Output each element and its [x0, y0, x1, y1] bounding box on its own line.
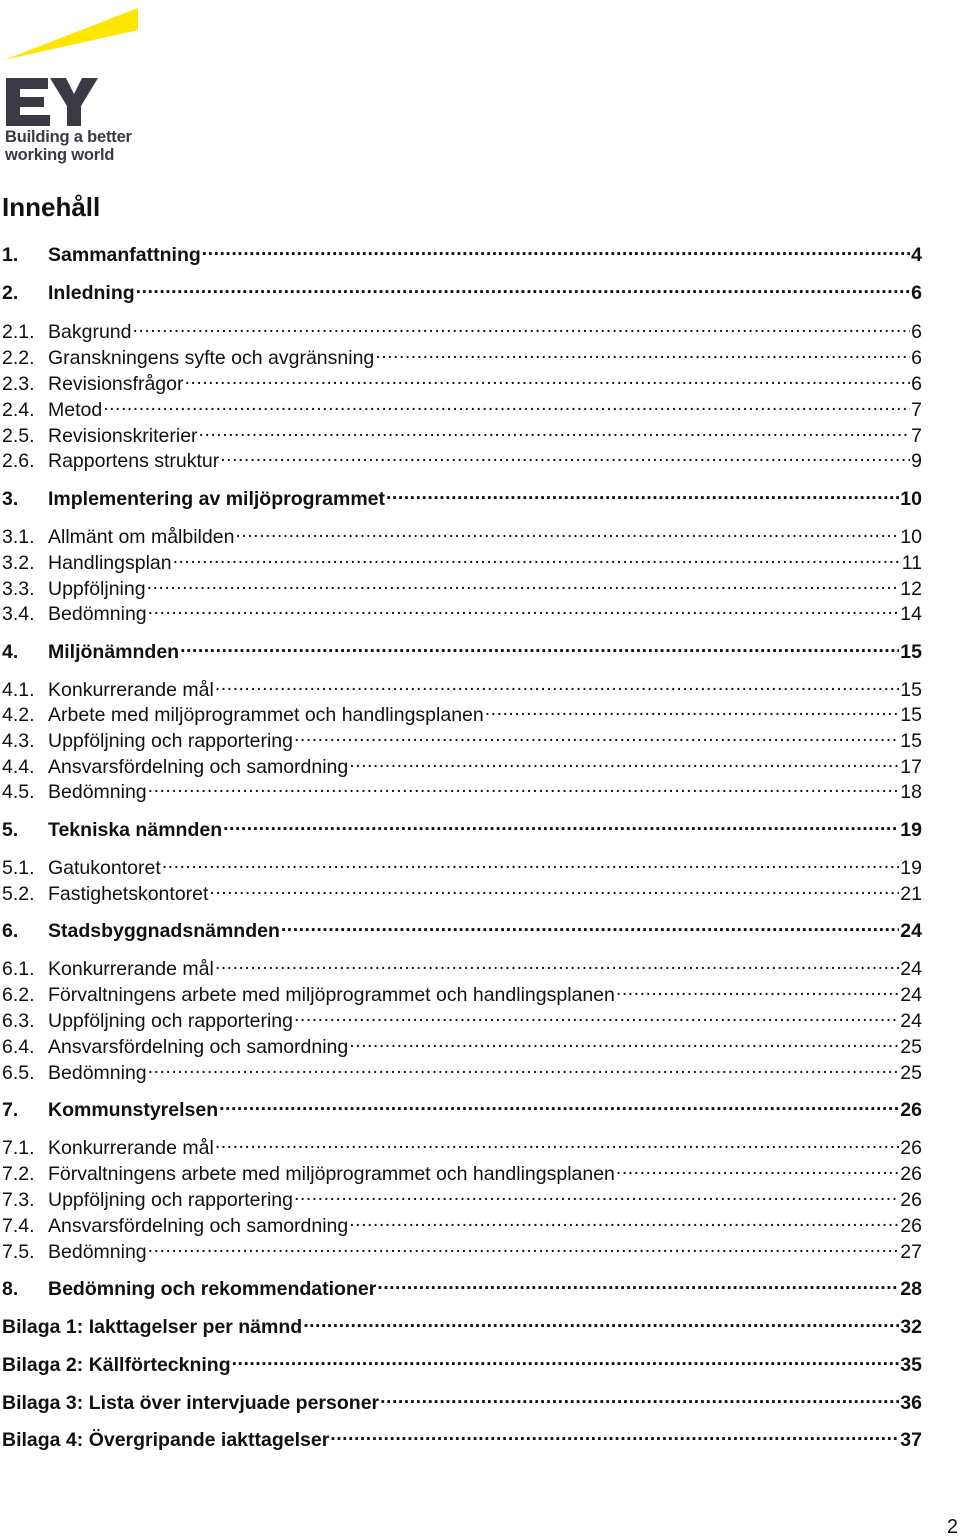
toc-entry[interactable] [2, 519, 922, 548]
toc-entry-page: 37 [900, 1429, 922, 1451]
page-number: 2 [946, 1516, 958, 1538]
toc-entry-title: Ansvarsfördelning och samordning [48, 1215, 349, 1237]
toc-entry-number: 2.3. [2, 373, 35, 395]
toc-dot-leader [616, 1156, 899, 1180]
toc-entry[interactable] [2, 596, 922, 625]
toc-entry-title: Inledning [48, 282, 135, 304]
toc-entry[interactable] [2, 366, 922, 395]
toc-entry-number: 2.2. [2, 347, 35, 369]
toc-entry[interactable] [2, 749, 922, 778]
toc-entry-number: 6.2. [2, 984, 35, 1006]
toc-entry[interactable] [2, 812, 922, 841]
toc-entry-page: 35 [900, 1354, 922, 1376]
toc-entry-number: 6.1. [2, 958, 35, 980]
toc-dot-leader [219, 1092, 899, 1116]
toc-entry[interactable] [2, 1309, 922, 1338]
toc-entry-page: 26 [900, 1137, 922, 1159]
toc-entry-title: Uppföljning och rapportering [48, 1010, 293, 1032]
toc-dot-leader [294, 723, 899, 747]
toc-entry-number: 7.5. [2, 1241, 35, 1263]
toc-dot-leader [294, 1182, 899, 1206]
toc-entry-page: 26 [900, 1099, 922, 1121]
toc-dot-leader [148, 596, 900, 620]
toc-entry-number: 4.5. [2, 781, 35, 803]
toc-entry-number: 5. [2, 819, 19, 841]
toc-entry-number: 6.3. [2, 1010, 35, 1032]
toc-entry-page: 25 [900, 1036, 922, 1058]
toc-dot-leader [386, 481, 899, 505]
toc-entry-title: Revisionsfrågor [48, 373, 184, 395]
toc-entry[interactable] [2, 1422, 922, 1451]
toc-dot-leader [349, 1208, 899, 1232]
toc-entry-title: Bilaga 1: Iakttagelser per nämnd [2, 1316, 303, 1338]
toc-dot-leader [199, 418, 911, 442]
toc-entry[interactable] [2, 1156, 922, 1185]
toc-entry-page: 15 [900, 641, 922, 663]
toc-dot-leader [132, 314, 910, 338]
toc-dot-leader [281, 913, 899, 937]
toc-entry-title: Förvaltningens arbete med miljöprogrammet och handlingsplanen [48, 984, 615, 1006]
toc-entry-page: 21 [900, 883, 922, 905]
toc-entry-number: 4.1. [2, 679, 35, 701]
toc-entry[interactable] [2, 1182, 922, 1211]
toc-dot-leader [148, 1234, 900, 1258]
toc-entry-title: Konkurrerande mål [48, 679, 214, 701]
toc-dot-leader [103, 392, 910, 416]
toc-dot-leader [148, 1055, 900, 1079]
toc-entry-number: 3.1. [2, 526, 35, 548]
toc-entry[interactable] [2, 774, 922, 803]
toc-entry-number: 2.4. [2, 399, 35, 421]
toc-dot-leader [209, 876, 899, 900]
toc-entry-title: Gatukontoret [48, 857, 161, 879]
toc-dot-leader [294, 1003, 899, 1027]
toc-entry[interactable] [2, 1130, 922, 1159]
toc-dot-leader [377, 1271, 899, 1295]
toc-entry-page: 15 [900, 679, 922, 701]
toc-entry-number: 7.2. [2, 1163, 35, 1185]
toc-entry-title: Bedömning [48, 1062, 147, 1084]
toc-entry-page: 24 [900, 920, 922, 942]
toc-dot-leader [147, 571, 900, 595]
toc-dot-leader [349, 749, 899, 773]
toc-entry-title: Ansvarsfördelning och samordning [48, 1036, 349, 1058]
toc-entry-number: 4. [2, 641, 19, 663]
toc-entry-number: 2. [2, 282, 19, 304]
toc-entry-title: Uppföljning och rapportering [48, 730, 293, 752]
toc-entry[interactable] [2, 1347, 922, 1376]
toc-entry-title: Bilaga 4: Övergripande iakttagelser [2, 1429, 330, 1451]
toc-entry-page: 24 [900, 958, 922, 980]
toc-entry-title: Bedömning [48, 603, 147, 625]
toc-dot-leader [375, 340, 910, 364]
toc-entry[interactable] [2, 697, 922, 726]
toc-dot-leader [180, 634, 899, 658]
toc-entry-number: 5.2. [2, 883, 35, 905]
toc-dot-leader [215, 672, 899, 696]
toc-entry-number: 7.3. [2, 1189, 35, 1211]
toc-entry-title: Stadsbyggnadsnämnden [48, 920, 280, 942]
toc-dot-leader [380, 1385, 899, 1409]
ey-letters-icon [6, 78, 98, 126]
toc-entry-page: 19 [900, 857, 922, 879]
ey-beam-icon [4, 8, 138, 60]
toc-dot-leader [232, 1347, 900, 1371]
toc-entry[interactable] [2, 977, 922, 1006]
toc-entry-title: Bilaga 3: Lista över intervjuade personer [2, 1392, 380, 1414]
toc-entry-page: 32 [900, 1316, 922, 1338]
toc-entry-number: 2.1. [2, 321, 35, 343]
toc-entry-title: Konkurrerande mål [48, 958, 214, 980]
toc-entry-page: 9 [911, 450, 922, 472]
toc-entry[interactable] [2, 314, 922, 343]
toc-dot-leader [162, 850, 900, 874]
toc-entry-page: 14 [900, 603, 922, 625]
toc-entry-number: 6.5. [2, 1062, 35, 1084]
toc-entry[interactable] [2, 418, 922, 447]
toc-entry-title: Bedömning [48, 1241, 147, 1263]
toc-entry-page: 17 [900, 756, 922, 778]
toc-entry[interactable] [2, 392, 922, 421]
toc-entry-title: Implementering av miljöprogrammet [48, 488, 385, 510]
toc-entry[interactable] [2, 443, 922, 472]
toc-dot-leader [485, 697, 900, 721]
toc-entry[interactable] [2, 571, 922, 600]
toc-entry-page: 10 [900, 526, 922, 548]
toc-entry[interactable] [2, 634, 922, 663]
toc-entry-number: 4.3. [2, 730, 35, 752]
toc-entry-title: Allmänt om målbilden [48, 526, 235, 548]
logo-tagline-line2: working world [5, 146, 115, 164]
toc-entry-number: 6.4. [2, 1036, 35, 1058]
toc-entry-number: 3.2. [2, 552, 35, 574]
toc-entry-page: 15 [900, 704, 922, 726]
toc-entry-number: 3.3. [2, 578, 35, 600]
toc-entry-number: 8. [2, 1278, 19, 1300]
toc-entry-number: 4.2. [2, 704, 35, 726]
toc-entry-title: Ansvarsfördelning och samordning [48, 756, 349, 778]
toc-dot-leader [220, 443, 910, 467]
toc-entry-number: 1. [2, 244, 19, 266]
toc-entry-page: 12 [900, 578, 922, 600]
toc-entry[interactable] [2, 913, 922, 942]
toc-entry-title: Bakgrund [48, 321, 132, 343]
toc-entry-page: 26 [900, 1215, 922, 1237]
toc-entry-page: 15 [900, 730, 922, 752]
toc-entry[interactable] [2, 1029, 922, 1058]
toc-entry[interactable] [2, 237, 922, 266]
toc-entry-title: Sammanfattning [48, 244, 201, 266]
toc-entry-page: 10 [900, 488, 922, 510]
toc-entry[interactable] [2, 1055, 922, 1084]
ey-logo-mark [4, 8, 144, 126]
toc-entry-number: 7.4. [2, 1215, 35, 1237]
toc-entry[interactable] [2, 1003, 922, 1032]
toc-entry[interactable] [2, 340, 922, 369]
toc-entry-page: 26 [900, 1163, 922, 1185]
toc-dot-leader [215, 1130, 899, 1154]
toc-entry[interactable] [2, 481, 922, 510]
toc-entry[interactable] [2, 545, 922, 574]
toc-entry-page: 18 [900, 781, 922, 803]
toc-entry-title: Förvaltningens arbete med miljöprogrammet och handlingsplanen [48, 1163, 615, 1185]
toc-entry-number: 6. [2, 920, 19, 942]
toc-entry-title: Bedömning [48, 781, 147, 803]
toc-entry-number: 7.1. [2, 1137, 35, 1159]
toc-entry-number: 2.6. [2, 450, 35, 472]
toc-entry-title: Uppföljning [48, 578, 146, 600]
toc-entry-title: Konkurrerande mål [48, 1137, 214, 1159]
toc-entry-page: 24 [900, 984, 922, 1006]
toc-entry-title: Miljönämnden [48, 641, 180, 663]
toc-dot-leader [136, 275, 910, 299]
toc-entry-page: 26 [900, 1189, 922, 1211]
toc-entry-page: 25 [900, 1062, 922, 1084]
toc-dot-leader [223, 812, 899, 836]
toc-entry-title: Kommunstyrelsen [48, 1099, 219, 1121]
toc-entry-page: 6 [911, 282, 922, 304]
toc-entry-title: Granskningens syfte och avgränsning [48, 347, 375, 369]
toc-entry[interactable] [2, 1234, 922, 1263]
toc-dot-leader [303, 1309, 899, 1333]
toc-entry[interactable] [2, 1208, 922, 1237]
toc-entry-page: 7 [911, 399, 922, 421]
toc-dot-leader [330, 1422, 899, 1446]
toc-entry-number: 7. [2, 1099, 19, 1121]
toc-dot-leader [616, 977, 899, 1001]
toc-dot-leader [173, 545, 901, 569]
toc-dot-leader [215, 951, 899, 975]
toc-entry[interactable] [2, 850, 922, 879]
toc-entry-title: Fastighetskontoret [48, 883, 209, 905]
toc-entry-page: 28 [900, 1278, 922, 1300]
toc-entry-page: 6 [911, 321, 922, 343]
logo-tagline-line1: Building a better [5, 128, 132, 146]
toc-entry-number: 3. [2, 488, 19, 510]
toc-entry-page: 36 [900, 1392, 922, 1414]
toc-entry-number: 5.1. [2, 857, 35, 879]
toc-entry[interactable] [2, 672, 922, 701]
toc-entry-number: 4.4. [2, 756, 35, 778]
toc-entry-title: Arbete med miljöprogrammet och handlingsplanen [48, 704, 484, 726]
toc-entry-title: Tekniska nämnden [48, 819, 223, 841]
toc-entry-page: 7 [911, 425, 922, 447]
toc-entry-page: 19 [900, 819, 922, 841]
toc-entry-title: Revisionskriterier [48, 425, 198, 447]
toc-entry-page: 24 [900, 1010, 922, 1032]
toc-entry-number: 2.5. [2, 425, 35, 447]
toc-entry-title: Bilaga 2: Källförteckning [2, 1354, 231, 1376]
toc-entry-page: 6 [911, 373, 922, 395]
toc-entry[interactable] [2, 723, 922, 752]
toc-entry-title: Rapportens struktur [48, 450, 220, 472]
toc-entry-title: Bedömning och rekommendationer [48, 1278, 377, 1300]
toc-dot-leader [235, 519, 899, 543]
toc-entry-page: 6 [911, 347, 922, 369]
toc-entry-number: 3.4. [2, 603, 35, 625]
toc-dot-leader [148, 774, 900, 798]
toc-heading: Innehåll [2, 192, 101, 222]
toc-entry[interactable] [2, 1271, 922, 1300]
toc-entry[interactable] [2, 876, 922, 905]
toc-entry[interactable] [2, 951, 922, 980]
toc-entry-page: 11 [901, 552, 922, 574]
ey-logo [0, 0, 150, 170]
toc-entry[interactable] [2, 1092, 922, 1121]
toc-entry[interactable] [2, 1385, 922, 1414]
toc-entry-title: Uppföljning och rapportering [48, 1189, 293, 1211]
toc-entry[interactable] [2, 275, 922, 304]
toc-entry-title: Handlingsplan [48, 552, 172, 574]
toc-dot-leader [349, 1029, 899, 1053]
toc-entry-page: 27 [900, 1241, 922, 1263]
toc-dot-leader [184, 366, 910, 390]
toc-entry-title: Metod [48, 399, 103, 421]
toc-dot-leader [202, 237, 910, 261]
toc-entry-page: 4 [911, 244, 922, 266]
